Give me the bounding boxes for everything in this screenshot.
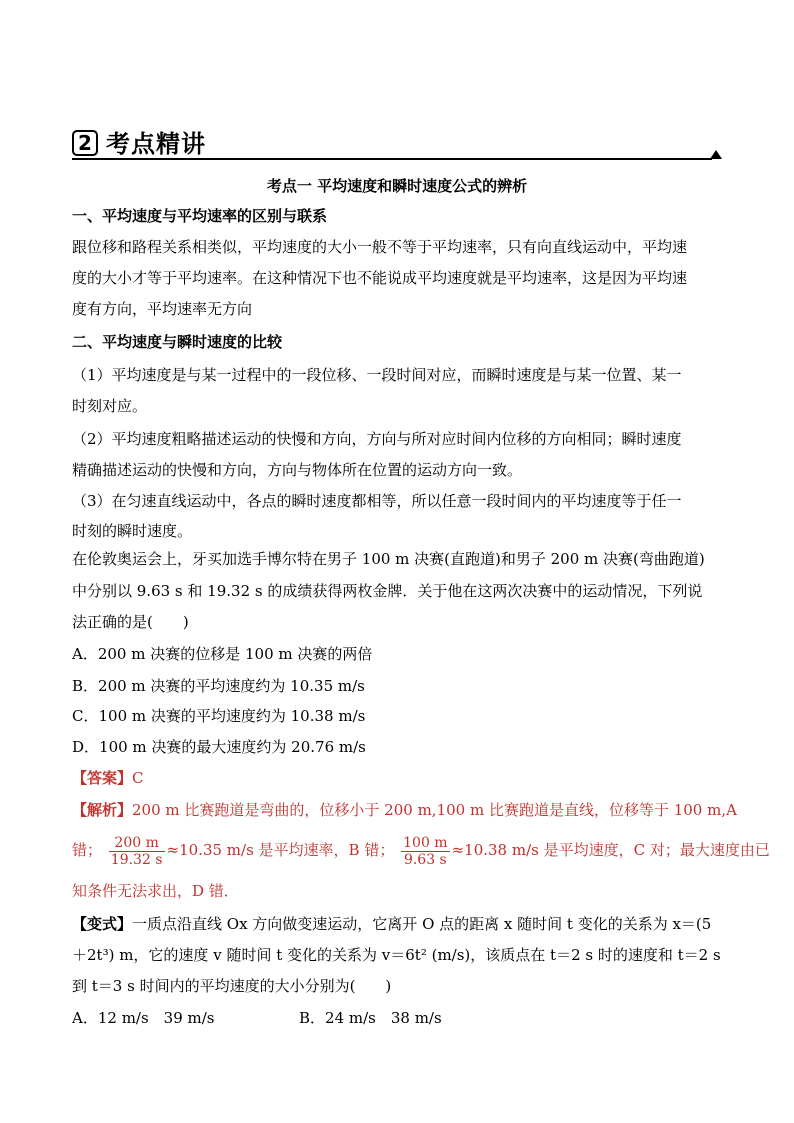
analysis-tag: 【解析】 [72,801,133,819]
triangle-marker-icon [710,150,722,159]
fraction-numerator: 200 m [109,835,165,852]
variant-line-1 [72,913,711,935]
answer-row [72,767,144,789]
part2-line-5: （3）在匀速直线运动中，各点的瞬时速度都相等，所以任意一段时间内的平均速度等于任一 [72,492,682,510]
option-d: D．100 m 决赛的最大速度约为 20.76 m/s [72,738,366,756]
part2-line-1: （1）平均速度是与某一过程中的一段位移、一段时间对应，而瞬时速度是与某一位置、某一 [72,366,682,384]
part1-line-2: 度的大小才等于平均速率。在这种情况下也不能说成平均速度就是平均速率，这是因为平均速 [72,269,688,287]
analysis-line-1 [72,799,737,821]
option-c: C．100 m 决赛的平均速度约为 10.38 m/s [72,707,366,725]
answer-tag: 【答案】 [72,769,133,787]
part2-line-4: 精确描述运动的快慢和方向，方向与物体所在位置的运动方向一致。 [72,461,523,479]
variant-line-2: ＋2t³) m，它的速度 v 随时间 t 变化的关系为 v＝6t² (m/s)，该质点在 t＝2 s 时的速度和 t＝2 s [72,946,721,964]
part1-line-3: 度有方向，平均速率无方向 [72,300,253,318]
analysis-text-2a: 错； [72,841,103,859]
analysis-text-1: 200 m 比赛跑道是弯曲的，位移小于 200 m,100 m 比赛跑道是直线，位移等于 100 m,A [132,801,737,819]
option-b: B．200 m 决赛的平均速度约为 10.35 m/s [72,677,365,695]
analysis-line-2 [72,830,770,870]
part1-line-1: 跟位移和路程关系相类似，平均速度的大小一般不等于平均速率，只有向直线运动中，平均速 [72,238,688,256]
example-line-2: 中分别以 9.63 s 和 19.32 s 的成绩获得两枚金牌．关于他在这两次决赛中的运动情况，下列说 [72,582,703,600]
section-number-badge: 2 [72,130,98,156]
part2-line-2: 时刻对应。 [72,397,148,415]
variant-line-3: 到 t＝3 s 时间内的平均速度的大小分别为( ) [72,977,392,995]
option-a: A．200 m 决赛的位移是 100 m 决赛的两倍 [72,645,373,663]
section-title: 考点精讲 [106,130,206,158]
fraction-numerator: 100 m [403,834,448,851]
part1-heading: 一、平均速度与平均速率的区别与联系 [72,207,328,225]
fraction-denominator: 19.32 s [110,851,163,868]
variant-option-a: A．12 m/s 39 m/s [72,1009,215,1027]
answer-value: C [132,769,144,787]
analysis-text-2c: ≈10.38 m/s 是平均速度，C 对；最大速度由已 [451,841,770,859]
part2-line-3: （2）平均速度粗略描述运动的快慢和方向，方向与所对应时间内位移的方向相同；瞬时速度 [72,430,682,448]
example-line-1: 在伦敦奥运会上，牙买加选手博尔特在男子 100 m 决赛(直跑道)和男子 200 m 决赛(弯曲跑道) [72,550,705,568]
topic-title: 考点一 平均速度和瞬时速度公式的辨析 [266,177,528,195]
fraction-200m [109,835,165,868]
variant-tag: 【变式】 [72,915,133,933]
variant-option-b: B．24 m/s 38 m/s [299,1009,442,1027]
section-underline [72,158,712,160]
example-line-3: 法正确的是( ) [72,613,189,631]
section-header [72,128,722,160]
analysis-text-2b: ≈10.35 m/s 是平均速率，B 错； [166,841,395,859]
analysis-line-3: 知条件无法求出，D 错． [72,882,239,900]
fraction-100m [401,835,449,868]
part2-heading: 二、平均速度与瞬时速度的比较 [72,333,283,351]
part2-line-6: 时刻的瞬时速度。 [72,522,193,540]
variant-text-1: 一质点沿直线 Ox 方向做变速运动，它离开 O 点的距离 x 随时间 t 变化的关系为 x＝(5 [132,915,712,933]
fraction-denominator: 9.63 s [403,851,447,868]
